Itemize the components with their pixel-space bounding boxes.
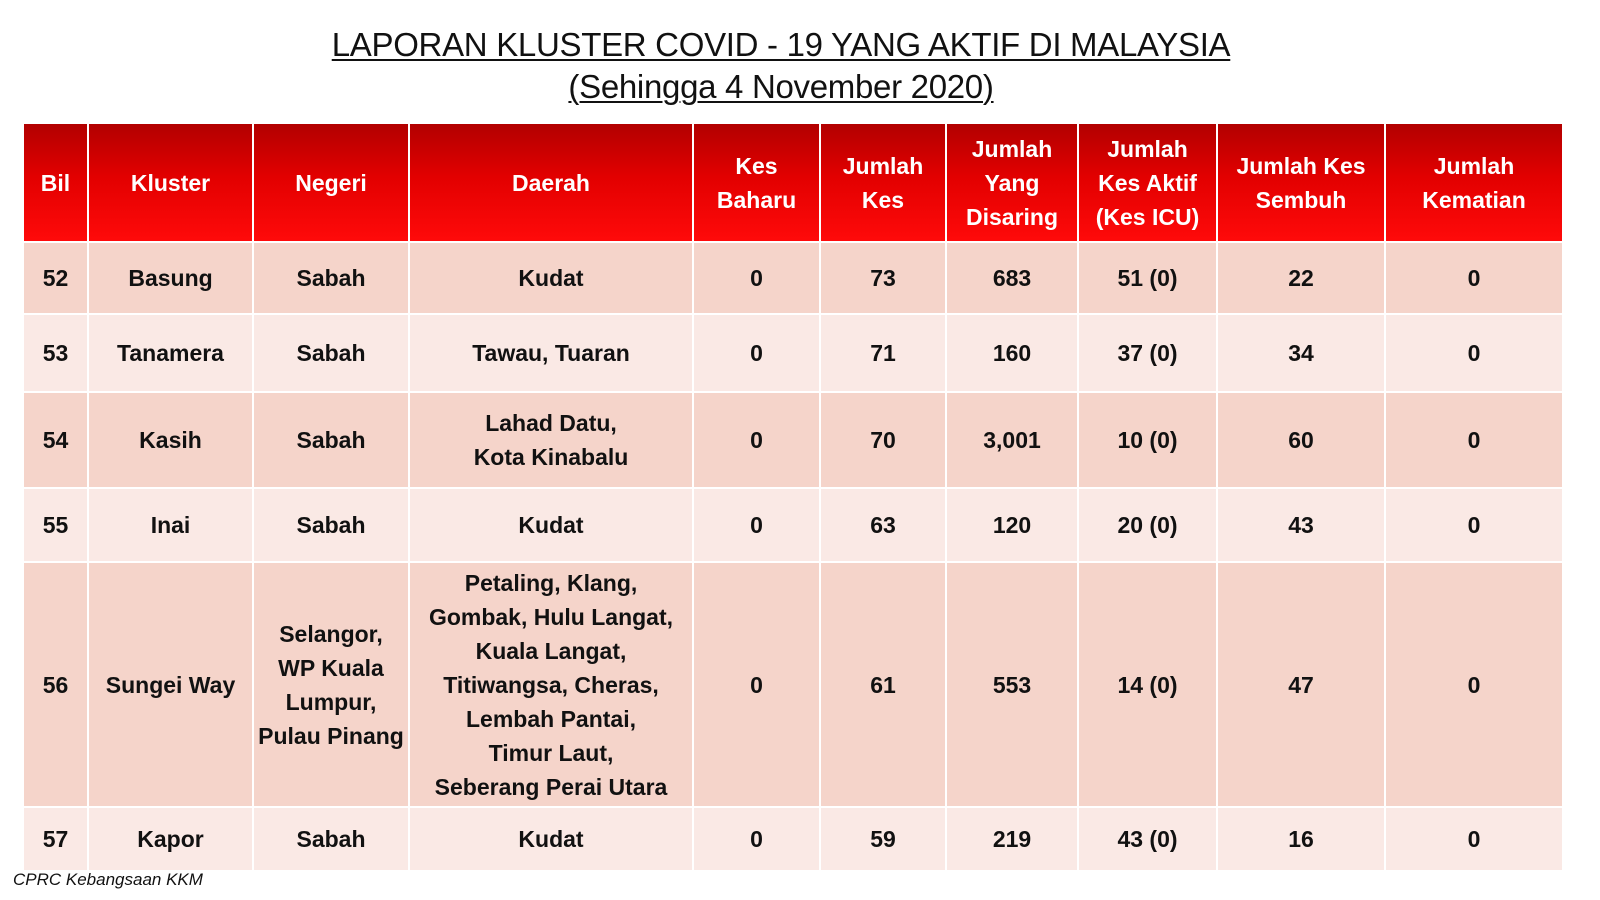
cell-kes-baharu: 0	[693, 562, 820, 807]
cell-kluster: Sungei Way	[88, 562, 253, 807]
cell-daerah: Kudat	[409, 807, 693, 871]
cell-kes-baharu: 0	[693, 242, 820, 314]
report-title-date: (Sehingga 4 November 2020)	[568, 68, 994, 105]
cell-daerah: Tawau, Tuaran	[409, 314, 693, 392]
cell-negeri: Selangor, WP Kuala Lumpur, Pulau Pinang	[253, 562, 409, 807]
cell-kematian: 0	[1385, 392, 1563, 488]
cell-negeri: Sabah	[253, 392, 409, 488]
header-kes-sembuh: Jumlah Kes Sembuh	[1217, 124, 1385, 242]
cell-kes-sembuh: 16	[1217, 807, 1385, 871]
cell-kes-baharu: 0	[693, 314, 820, 392]
table-row	[23, 562, 1563, 807]
cell-bil: 54	[23, 392, 88, 488]
cell-kluster: Kapor	[88, 807, 253, 871]
cell-jumlah-kes: 63	[820, 488, 946, 562]
cell-kes-baharu: 0	[693, 807, 820, 871]
cell-jumlah-disaring: 553	[946, 562, 1078, 807]
cell-jumlah-kes: 71	[820, 314, 946, 392]
table-header-row	[23, 124, 1563, 242]
cell-kematian: 0	[1385, 562, 1563, 807]
cell-kes-aktif: 14 (0)	[1078, 562, 1217, 807]
cell-jumlah-disaring: 219	[946, 807, 1078, 871]
table-row	[23, 807, 1563, 871]
cell-jumlah-disaring: 683	[946, 242, 1078, 314]
header-kes-baharu: Kes Baharu	[693, 124, 820, 242]
cell-jumlah-kes: 73	[820, 242, 946, 314]
cell-kematian: 0	[1385, 807, 1563, 871]
header-negeri: Negeri	[253, 124, 409, 242]
cell-kematian: 0	[1385, 488, 1563, 562]
table-row	[23, 314, 1563, 392]
cell-jumlah-kes: 59	[820, 807, 946, 871]
cell-daerah: Lahad Datu, Kota Kinabalu	[409, 392, 693, 488]
header-kes-aktif: Jumlah Kes Aktif (Kes ICU)	[1078, 124, 1217, 242]
cell-negeri: Sabah	[253, 242, 409, 314]
cell-negeri: Sabah	[253, 314, 409, 392]
cell-kes-sembuh: 60	[1217, 392, 1385, 488]
cell-jumlah-kes: 61	[820, 562, 946, 807]
cell-kes-sembuh: 34	[1217, 314, 1385, 392]
cell-negeri: Sabah	[253, 807, 409, 871]
report-title-main: LAPORAN KLUSTER COVID - 19 YANG AKTIF DI MALAYSIA	[331, 26, 1231, 63]
cell-jumlah-disaring: 120	[946, 488, 1078, 562]
cell-daerah: Kudat	[409, 488, 693, 562]
cell-kes-sembuh: 47	[1217, 562, 1385, 807]
report-title	[0, 24, 1562, 108]
header-kematian: Jumlah Kematian	[1385, 124, 1563, 242]
cell-bil: 53	[23, 314, 88, 392]
cell-bil: 52	[23, 242, 88, 314]
cell-jumlah-disaring: 160	[946, 314, 1078, 392]
table-row	[23, 242, 1563, 314]
cell-jumlah-kes: 70	[820, 392, 946, 488]
cell-bil: 55	[23, 488, 88, 562]
cluster-table	[22, 124, 1564, 872]
cell-kes-baharu: 0	[693, 488, 820, 562]
source-credit: CPRC Kebangsaan KKM	[13, 870, 203, 889]
cell-daerah: Kudat	[409, 242, 693, 314]
header-jumlah-disaring: Jumlah Yang Disaring	[946, 124, 1078, 242]
cell-kematian: 0	[1385, 242, 1563, 314]
table-row	[23, 488, 1563, 562]
header-daerah: Daerah	[409, 124, 693, 242]
cell-kes-baharu: 0	[693, 392, 820, 488]
cell-bil: 57	[23, 807, 88, 871]
cell-kes-sembuh: 43	[1217, 488, 1385, 562]
cell-kes-aktif: 37 (0)	[1078, 314, 1217, 392]
cell-kluster: Tanamera	[88, 314, 253, 392]
cell-kluster: Kasih	[88, 392, 253, 488]
cell-kes-aktif: 10 (0)	[1078, 392, 1217, 488]
cell-kluster: Inai	[88, 488, 253, 562]
cell-bil: 56	[23, 562, 88, 807]
cell-kluster: Basung	[88, 242, 253, 314]
header-jumlah-kes: Jumlah Kes	[820, 124, 946, 242]
cell-daerah: Petaling, Klang, Gombak, Hulu Langat, Kuala Langat, Titiwangsa, Cheras, Lembah Pantai, Timur Laut, Seberang Perai Utara	[409, 562, 693, 807]
cell-jumlah-disaring: 3,001	[946, 392, 1078, 488]
cell-kes-sembuh: 22	[1217, 242, 1385, 314]
header-kluster: Kluster	[88, 124, 253, 242]
header-bil: Bil	[23, 124, 88, 242]
cell-kes-aktif: 20 (0)	[1078, 488, 1217, 562]
cell-kematian: 0	[1385, 314, 1563, 392]
cell-kes-aktif: 43 (0)	[1078, 807, 1217, 871]
cell-kes-aktif: 51 (0)	[1078, 242, 1217, 314]
table-row	[23, 392, 1563, 488]
cell-negeri: Sabah	[253, 488, 409, 562]
